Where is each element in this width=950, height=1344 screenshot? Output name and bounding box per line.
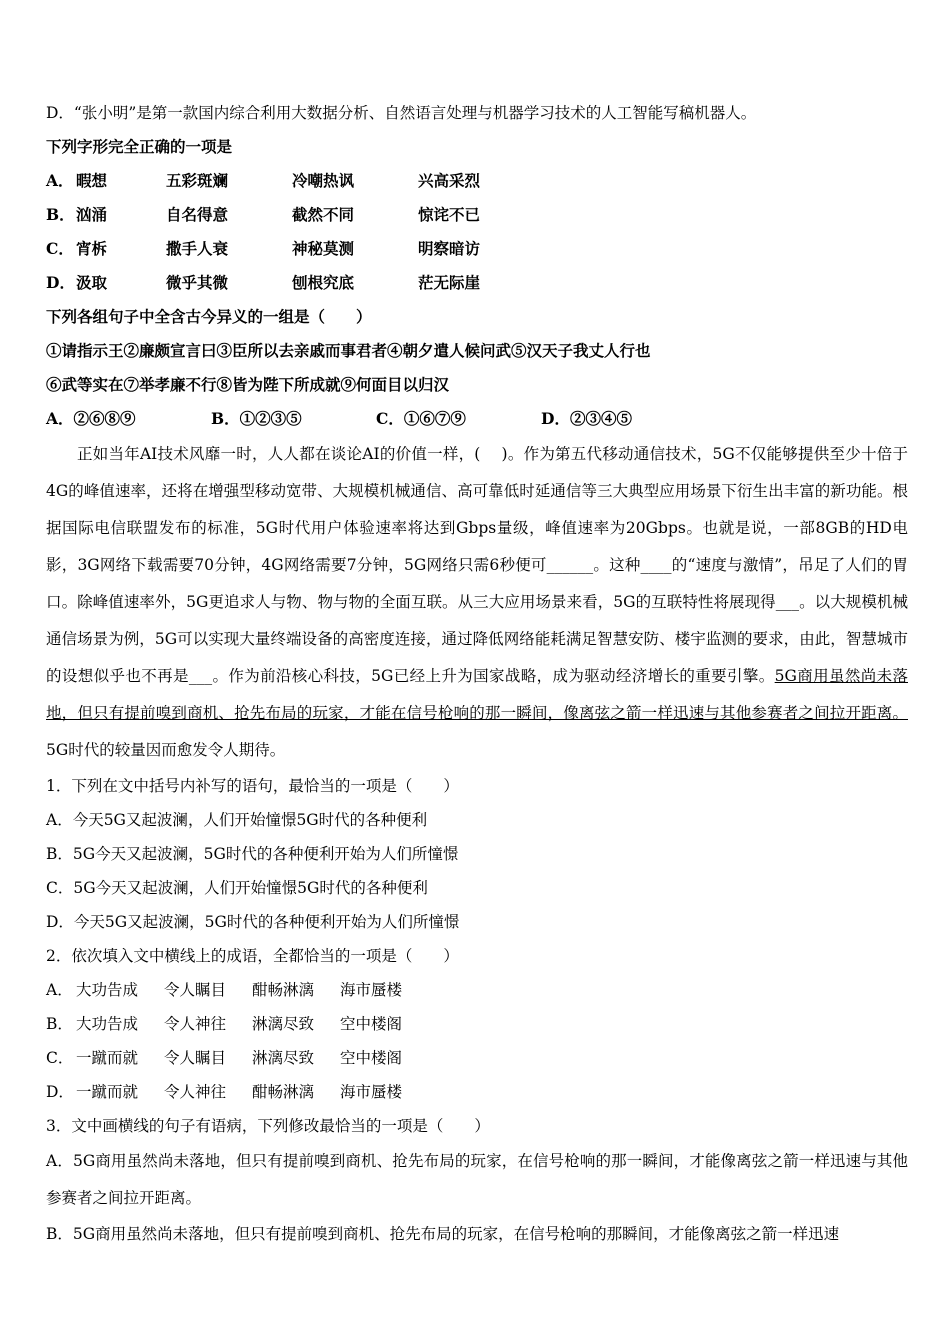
option-item: 微乎其微 [166,273,229,292]
option-item: 大功告成 [76,1015,139,1033]
q3-option-a: A．5G商用虽然尚未落地，但只有提前嗅到商机、抢先布局的玩家，在信号枪响的那一瞬间，才能像离弦之箭一样迅速与其他参赛者之间拉开距离。 [46,1152,908,1207]
q2-option-b [46,1007,908,1041]
option-label: D． [46,273,75,292]
option-d: D．②③④⑤ [541,409,632,428]
q-char-option-b [46,198,908,232]
option-item: 令人瞩目 [164,1049,227,1067]
option-item: 大功告成 [76,981,139,999]
option-b: B．①②③⑤ [211,409,302,428]
q3-option-b: B．5G商用虽然尚未落地，但只有提前嗅到商机、抢先布局的玩家，在信号枪响的那瞬间，才能像离弦之箭一样迅速 [46,1225,840,1243]
option-item: 令人瞩目 [164,981,227,999]
q-char-option-d [46,266,908,300]
q1-option-c: C．5G今天又起波澜，人们开始憧憬5G时代的各种便利 [46,879,428,897]
option-label: B． [46,1015,73,1033]
option-item: 截然不同 [292,205,355,224]
option-item: 茫无际崖 [418,273,481,292]
option-label: C． [46,239,74,258]
option-item: 惊诧不已 [418,205,481,224]
option-item: 明察暗访 [418,239,481,258]
document-page [46,96,908,1251]
reading-passage [46,436,908,769]
option-label: B． [46,205,75,224]
option-item: 海市蜃楼 [340,1083,403,1101]
option-item: 一蹴而就 [76,1083,139,1101]
underlined-sentence: 5G商用虽然尚未落地，但只有提前嗅到商机、抢先布局的玩家，才能在信号枪响的那一瞬间，像离弦之箭一样迅速与其他参赛者之间拉开距离。 [46,667,908,722]
option-item: 淋漓尽致 [252,1015,315,1033]
option-c: C．①⑥⑦⑨ [376,409,466,428]
option-item: 汲取 [76,273,108,292]
q-char-option-a [46,164,908,198]
passage-ending: 5G时代的较量因而愈发令人期待。 [46,741,286,759]
q1-option-b: B．5G今天又起波澜，5G时代的各种便利开始为人们所憧憬 [46,845,459,863]
option-item: 刨根究底 [292,273,355,292]
option-label: A． [46,981,73,999]
q1-stem: 1．下列在文中括号内补写的语句，最恰当的一项是（ ） [46,777,459,795]
q3-stem: 3．文中画横线的句子有语病，下列修改最恰当的一项是（ ） [46,1117,490,1135]
q1-option-a: A．今天5G又起波澜，人们开始憧憬5G时代的各种便利 [46,811,428,829]
passage-text: 正如当年AI技术风靡一时，人人都在谈论AI的价值一样，( )。作为第五代移动通信技术，5G不仅能够提供至少十倍于4G的峰值速率，还将在增强型移动宽带、大规模机械通信、高可靠低时延通信等三大典型应用场景下衍生出丰富的新功能。根据国际电信联盟发布的标准，5G时代用户体验速率将达到Gbps量级，峰值速率为20Gbps。也就是说，一部8GB的HD电影，3G网络下载需要70分钟，4G网络需要7分钟，5G网络只需6秒便可______。这种____的“速度与激情”，吊足了人们的胃口。除峰值速率外，5G更追求人与物、物与物的全面互联。从三大应用场景来看，5G的互联特性将展现得___。以大规模机械通信场景为例，5G可以实现大量终端设备的高密度连接，通过降低网络能耗满足智慧安防、楼宇监测的要求，由此，智慧城市的设想似乎也不再是___。作为前沿核心科技，5G已经上升为国家战略，成为驱动经济增长的重要引擎。 [46,445,908,685]
option-label: C． [46,1049,74,1067]
option-item: 淋漓尽致 [252,1049,315,1067]
option-item: 令人神往 [164,1083,227,1101]
option-item: 神秘莫测 [292,239,355,258]
q2-option-c [46,1041,908,1075]
q-meaning-options [46,402,908,436]
option-item: 自名得意 [166,205,229,224]
q2-stem: 2．依次填入文中横线上的成语，全都恰当的一项是（ ） [46,947,459,965]
option-item: 令人神往 [164,1015,227,1033]
q-meaning-line1: ①请指示王②廉颇宣言曰③臣所以去亲戚而事君者④朝夕遣人候问武⑤汉天子我丈人行也 [46,341,651,360]
q-char-option-c [46,232,908,266]
option-item: 暇想 [76,171,108,190]
intro-option-d: D．“张小明”是第一款国内综合利用大数据分析、自然语言处理与机器学习技术的人工智能写稿机器人。 [46,104,757,122]
option-item: 空中楼阁 [340,1049,403,1067]
option-item: 撒手人衰 [166,239,229,258]
q-meaning-stem: 下列各组句子中全含古今异义的一组是（ ） [46,307,372,326]
option-label: A． [46,171,74,190]
option-item: 宵柝 [76,239,108,258]
q2-option-d [46,1075,908,1109]
option-item: 酣畅淋漓 [252,981,315,999]
q-char-stem: 下列字形完全正确的一项是 [46,137,233,156]
option-item: 酣畅淋漓 [252,1083,315,1101]
q2-option-a [46,973,908,1007]
option-item: 五彩斑斓 [166,171,229,190]
option-label: D． [46,1083,74,1101]
option-a: A．②⑥⑧⑨ [46,409,136,428]
option-item: 空中楼阁 [340,1015,403,1033]
q1-option-d: D．今天5G又起波澜，5G时代的各种便利开始为人们所憧憬 [46,913,460,931]
q-meaning-line2: ⑥武等实在⑦举孝廉不行⑧皆为陛下所成就⑨何面目以归汉 [46,375,450,394]
option-item: 冷嘲热讽 [292,171,355,190]
option-item: 海市蜃楼 [340,981,403,999]
option-item: 汹涌 [76,205,108,224]
option-item: 一蹴而就 [76,1049,139,1067]
option-item: 兴高采烈 [418,171,481,190]
